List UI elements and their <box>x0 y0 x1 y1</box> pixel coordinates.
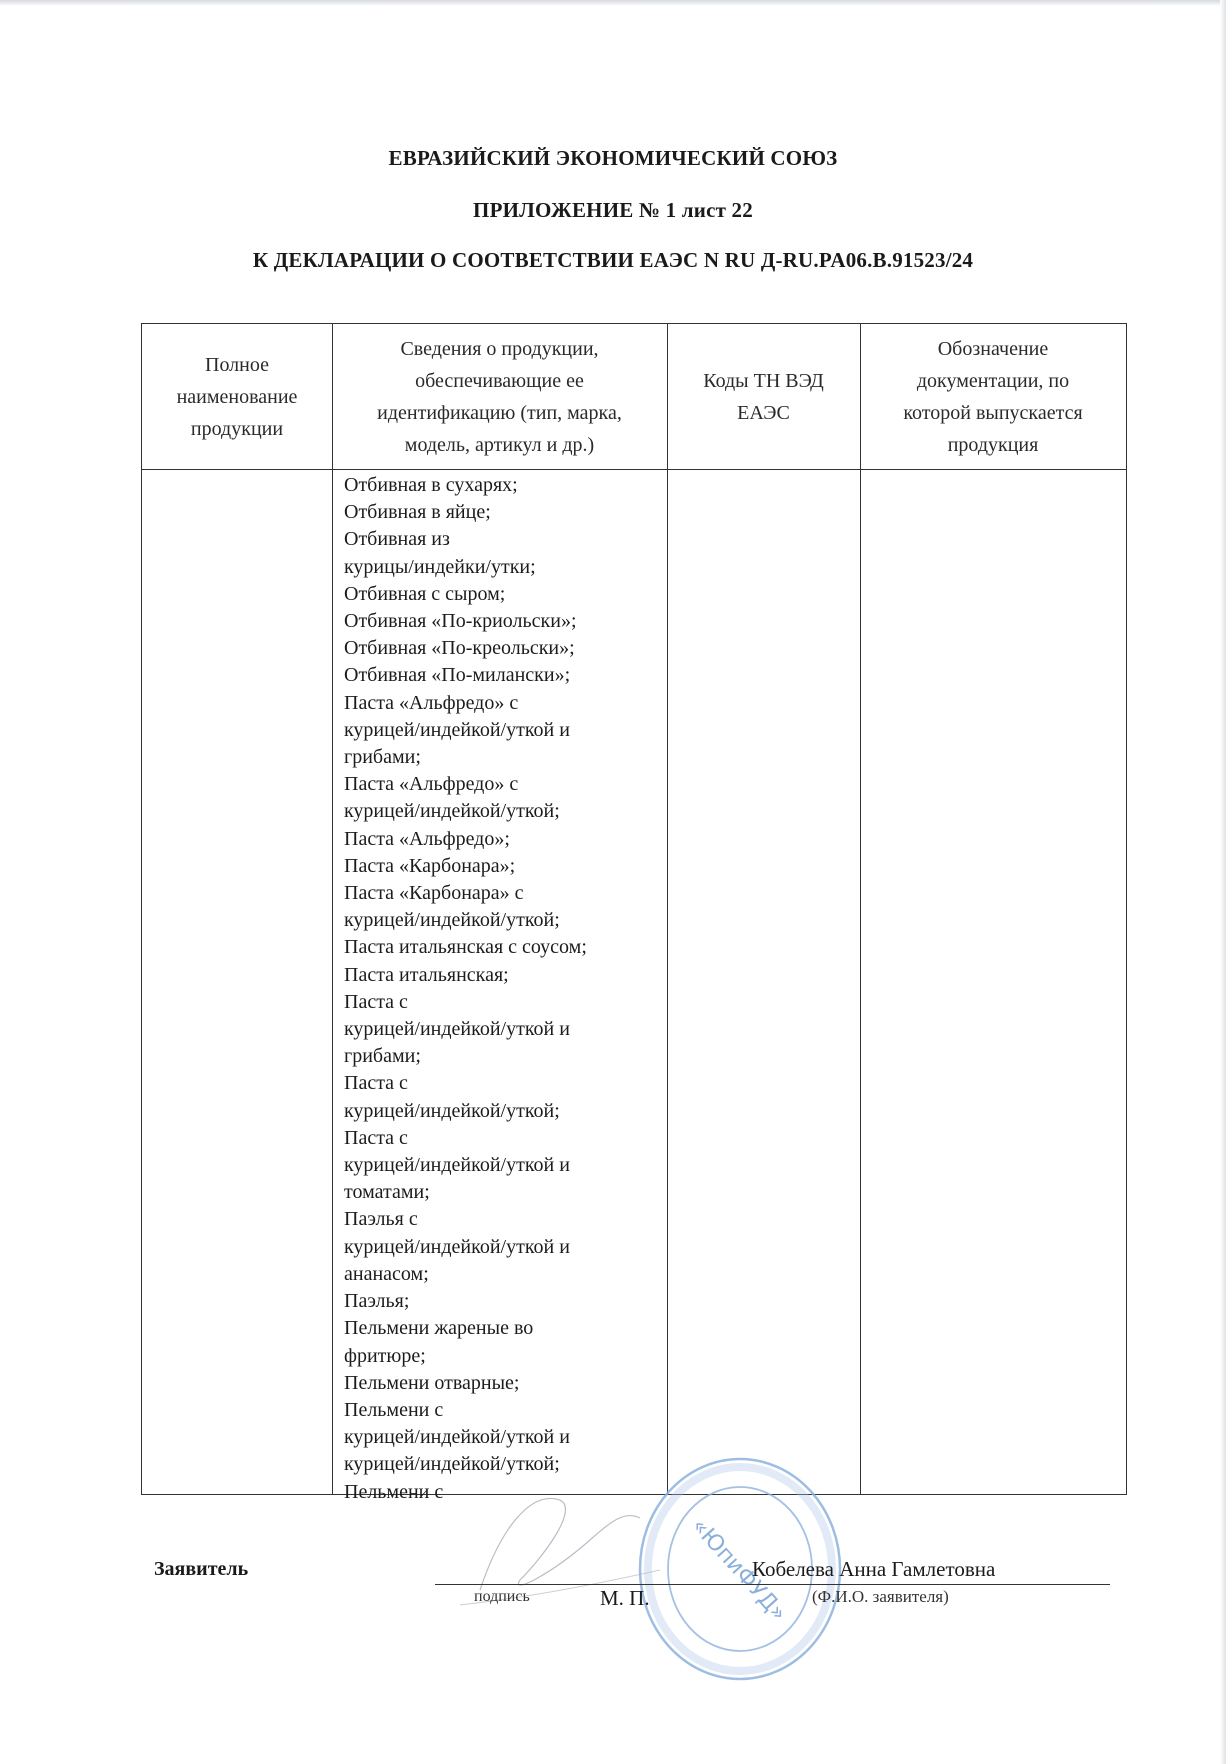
product-line: Отбивная в сухарях; <box>344 474 518 496</box>
column-header-line: обеспечивающие ее <box>415 369 584 392</box>
product-line: Пельмени с <box>344 1398 444 1421</box>
applicant-label: Заявитель <box>154 1558 249 1580</box>
applicant-name-caption: (Ф.И.О. заявителя) <box>812 1587 949 1606</box>
product-line: грибами; <box>344 1045 421 1068</box>
column-divider <box>860 324 861 1494</box>
column-header-line: Коды ТН ВЭД <box>703 369 824 392</box>
product-line: Паста с <box>344 1072 408 1095</box>
product-line: курицей/индейкой/уткой и <box>344 1235 570 1258</box>
column-header-line: продукции <box>190 417 284 440</box>
product-line: Отбивная в яйце; <box>344 501 491 524</box>
product-line: Пельмени отварные; <box>344 1371 520 1394</box>
product-line: Пельмени с <box>344 1480 444 1503</box>
product-line: курицей/индейкой/уткой и <box>344 1154 570 1177</box>
product-line: курицей/индейкой/уткой; <box>344 1453 560 1476</box>
stamp-place-label: М. П. <box>600 1586 650 1610</box>
product-line: Паста с <box>344 990 408 1013</box>
scan-top-edge <box>0 0 1226 6</box>
product-line: Паста «Карбонара» с <box>344 882 524 905</box>
header-divider <box>142 469 1126 470</box>
seal-center-text: «ЮпиФУД» <box>686 1513 792 1627</box>
product-line: курицей/индейкой/уткой; <box>344 800 560 823</box>
product-line: грибами; <box>344 746 421 769</box>
applicant-name: Кобелева Анна Гамлетовна <box>752 1557 996 1581</box>
product-line: томатами; <box>344 1181 430 1204</box>
column-header-documentation <box>860 324 1126 469</box>
product-line: Отбивная из <box>344 528 450 551</box>
product-line: Паста «Карбонара»; <box>344 854 516 877</box>
column-header-line: продукция <box>947 433 1039 456</box>
column-header-line: ЕАЭС <box>737 401 790 424</box>
product-line: курицей/индейкой/уткой; <box>344 1099 560 1122</box>
product-line: Паста с <box>344 1126 408 1149</box>
product-line: Отбивная «По-милански»; <box>344 664 571 687</box>
product-line: Паста итальянская; <box>344 963 509 986</box>
product-line: Паэлья; <box>344 1290 410 1313</box>
column-header-product-name <box>142 324 332 469</box>
column-header-product-info <box>332 324 667 469</box>
column-header-tn-ved-codes <box>667 324 860 469</box>
product-line: курицей/индейкой/уткой и <box>344 718 570 741</box>
signature-caption: подпись <box>474 1588 530 1605</box>
appendix-title: ПРИЛОЖЕНИЕ № 1 лист 22 <box>473 198 753 222</box>
product-line: курицы/индейки/утки; <box>344 555 536 578</box>
signature-line <box>435 1584 1110 1585</box>
product-line: курицей/индейкой/уткой и <box>344 1018 570 1041</box>
product-line: курицей/индейкой/уткой и <box>344 1426 570 1449</box>
declaration-title: К ДЕКЛАРАЦИИ О СООТВЕТСТВИИ ЕАЭС N RU Д-RU.PA06.B.91523/24 <box>252 248 974 272</box>
products-table <box>141 323 1127 1503</box>
column-header-line: идентификацию (тип, марка, <box>377 401 622 424</box>
product-line: Отбивная с сыром; <box>344 582 506 605</box>
column-header-line: Сведения о продукции, <box>400 337 599 360</box>
product-line: Отбивная «По-криольски»; <box>344 610 577 633</box>
product-info-list <box>344 472 644 1506</box>
column-divider <box>667 324 668 1494</box>
product-line: Паста итальянская с соусом; <box>344 936 587 959</box>
product-line: фритюре; <box>344 1344 426 1367</box>
column-header-line: Полное <box>205 353 269 376</box>
product-line: Паэлья с <box>344 1208 418 1231</box>
product-line: Отбивная «По-креольски»; <box>344 637 575 660</box>
column-header-line: которой выпускается <box>903 401 1083 424</box>
product-line: Паста «Альфредо»; <box>344 827 510 850</box>
column-header-line: модель, артикул и др.) <box>404 433 595 456</box>
product-line: Паста «Альфредо» с <box>344 691 519 714</box>
column-divider <box>332 324 333 1494</box>
column-header-line: Обозначение <box>937 337 1049 360</box>
product-line: ананасом; <box>344 1262 429 1285</box>
product-line: курицей/индейкой/уткой; <box>344 909 560 932</box>
column-header-line: документации, по <box>916 369 1070 392</box>
union-title: ЕВРАЗИЙСКИЙ ЭКОНОМИЧЕСКИЙ СОЮЗ <box>388 146 838 170</box>
column-header-line: наименование <box>176 385 298 408</box>
product-line: Паста «Альфредо» с <box>344 773 519 796</box>
product-line: Пельмени жареные во <box>344 1317 534 1340</box>
